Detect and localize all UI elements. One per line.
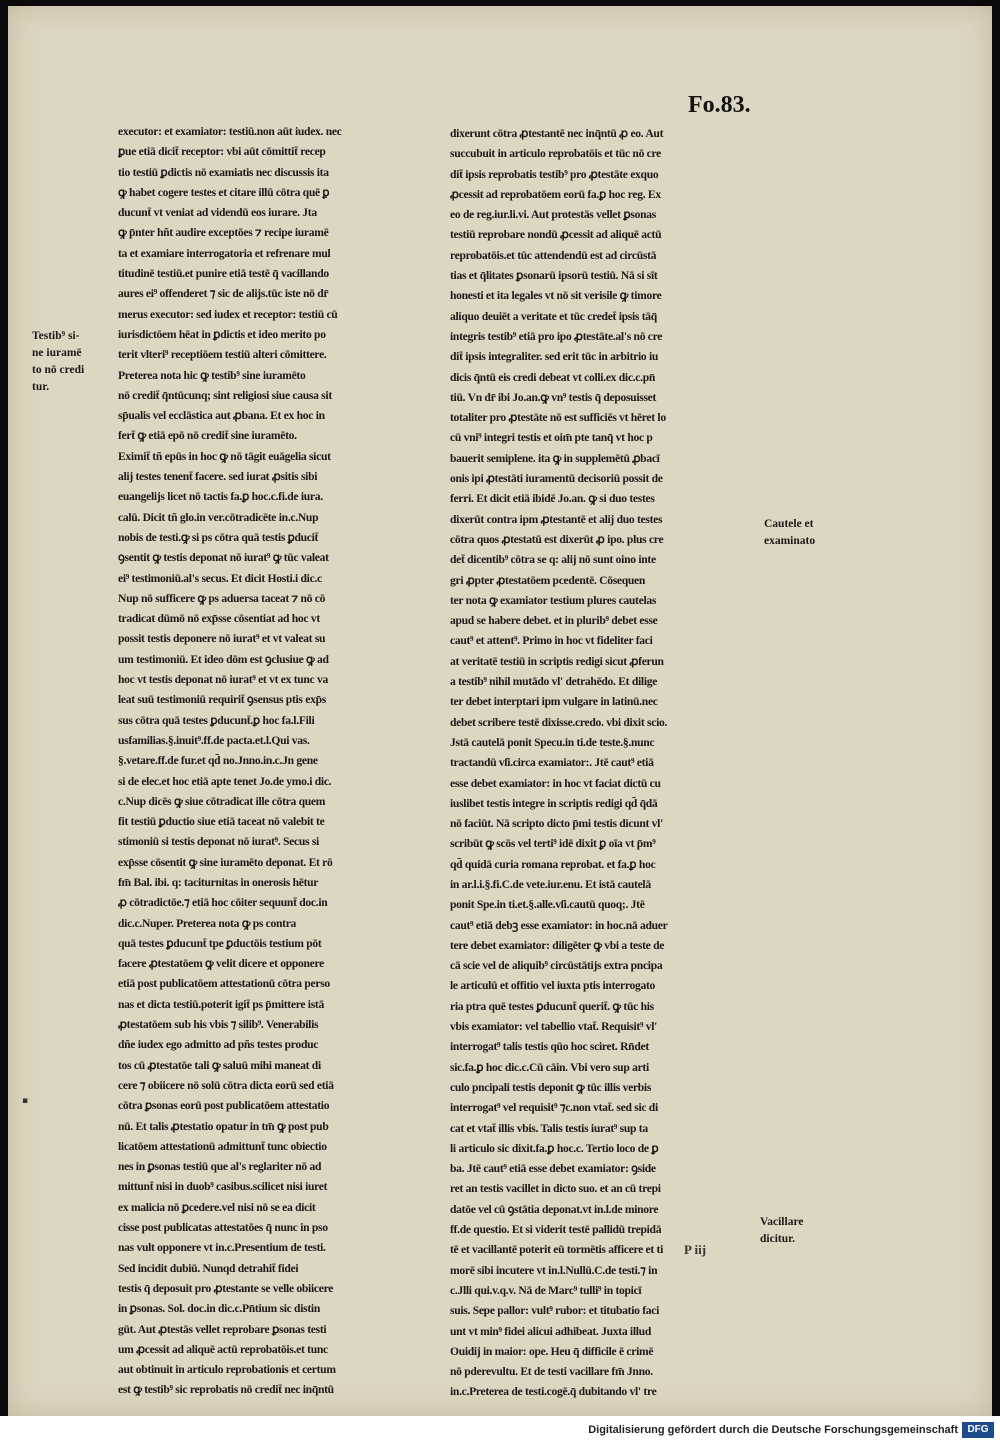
text-line: dit̄ ipsis integraliter. sed erit tūc in arbitrio iu bbox=[450, 350, 659, 364]
text-line: fm̄ Bal. ibi. q: taciturnitas in onerosis hētur bbox=[118, 875, 319, 889]
text-line: calū. Dicit tñ glo.in ver.cōtradicēte in.c.Nup bbox=[118, 510, 319, 524]
text-line: facere ꝓtestatōem ꝙ velit dicere et opponere bbox=[118, 957, 325, 971]
text-line: §.vetare.ff.de fur.et qd̄ no.Jnno.in.c.Jn gene bbox=[118, 754, 318, 768]
text-line: ꝓtestatōem sub his vbis ⁊ silib⁹. Venerabilis bbox=[118, 1018, 319, 1032]
text-line: fert̄ ꝙ etiā epō nō credit̄ sine iuramēto. bbox=[118, 429, 297, 443]
right-text-column bbox=[450, 124, 766, 1403]
text-line: etiā post publicatōem attestationū cōtra perso bbox=[118, 977, 330, 991]
text-line: dit̄ ipsis reprobatis testib⁹ pro ꝓtestāte exquo bbox=[450, 167, 659, 181]
text-line: exp̄sse cōsentit ꝙ sine iuramēto deponat. Et rō bbox=[118, 855, 333, 869]
text-line: bauerit semiplene. ita ꝙ in supplemētū ꝓbacī bbox=[450, 451, 660, 465]
text-line: qd̄ quidā curia romana reprobat. et fa.ꝑ hoc bbox=[450, 857, 656, 871]
text-line: c.Nup dicēs ꝙ siue cōtradicat ille cōtra quem bbox=[118, 794, 326, 808]
text-line: esse debet examiator: in hoc vt faciat dictū cu bbox=[450, 776, 661, 790]
text-line: mittunt̄ nisi in duob⁹ casibus.scilicet nisi iuret bbox=[118, 1180, 328, 1194]
text-line: at veritatē testiū in scriptis redigi sicut ꝓferun bbox=[450, 654, 664, 668]
text-line: eo de reg.iur.li.vi. Aut protestās vellet ꝑsonas bbox=[450, 208, 656, 222]
text-line: testiū reprobare nondū ꝓcessit ad aliquē actū bbox=[450, 228, 662, 242]
text-line: a testib⁹ nihil mutādo vl' detrahēdo. Et dilige bbox=[450, 675, 658, 689]
margin-line: Testib⁹ si- bbox=[32, 330, 80, 342]
text-line: ret an testis vacillet in dicto suo. et an cū trepi bbox=[450, 1182, 661, 1196]
text-line: ba. Jtē caut⁹ etiā esse debet examiator: ꝯside bbox=[450, 1162, 656, 1176]
text-line: dic.c.Nuper. Preterea nota ꝙ ps contra bbox=[118, 916, 297, 930]
digitization-footer bbox=[0, 1416, 1000, 1444]
text-line: ter debet interptari ipm vulgare in latinū.nec bbox=[450, 695, 658, 709]
book-page bbox=[8, 6, 992, 1416]
text-line: interrogat⁹ vel requisit⁹ ⁊c.non vtat̄. sed sic di bbox=[450, 1101, 658, 1115]
text-line: succubuit in articulo reprobatōis et tūc nō cre bbox=[450, 147, 662, 161]
text-line: morē sibi incutere vt in.l.Nullū.C.de testi.⁊ in bbox=[450, 1263, 658, 1277]
margin-note-cautions bbox=[764, 516, 815, 550]
text-line: nō faciūt. Nā scripto dicto p̄mi testis dicunt vl' bbox=[450, 817, 663, 831]
margin-line: Cautele et bbox=[764, 518, 814, 530]
text-line: euangelijs licet nō tactis fa.ꝑ hoc.c.fi.de iura. bbox=[118, 490, 323, 504]
text-line: si de elec.et hoc etiā apte tenet Jo.de ymo.i dic. bbox=[118, 774, 332, 788]
text-line: stimoniū si testis deponat nō iurat⁹. Secus si bbox=[118, 835, 319, 849]
text-line: Jstā cautelā ponit Specu.in ti.de teste.§.nunc bbox=[450, 735, 655, 749]
text-line: cōtra quos ꝓtestatū est dixerūt ꝓ ipo. plus cre bbox=[450, 532, 664, 546]
text-line: nobis de testi.ꝙ si ps cōtra quā testis ꝑducit̄ bbox=[118, 530, 319, 544]
text-line: ferri. Et dicit etiā ibidē Jo.an. ꝙ si duo testes bbox=[450, 492, 655, 506]
margin-note-witnesses bbox=[32, 328, 84, 396]
text-line: ꝑue etiā dicit̄ receptor: vbi aūt cōmittit̄ recep bbox=[118, 145, 326, 159]
text-line: ponit Spe.in ti.et.§.alle.vſi.cautū quoq;. Jtē bbox=[450, 898, 645, 912]
text-line: caut⁹ etiā debꝫ esse examiator: in hoc.nā aduer bbox=[450, 918, 668, 932]
text-line: le articulū et offitio vel iuxta ptis interrogato bbox=[450, 979, 656, 993]
text-line: interrogat⁹ talis testis qūo hoc sciret. Rn̄det bbox=[450, 1040, 649, 1054]
footer-credit: Digitalisierung gefördert durch die Deutsche Forschungsgemeinschaft bbox=[588, 1424, 958, 1436]
text-line: cā scie vel de aliquib⁹ circūstātijs extra pncipa bbox=[450, 959, 663, 973]
margin-line: Vacillare bbox=[760, 1216, 804, 1228]
text-line: totaliter pro ꝓtestāte nō est sufficiēs vt hēret lo bbox=[450, 411, 666, 425]
signature-mark: P iij bbox=[684, 1242, 707, 1257]
folio-number: Fo.83. bbox=[688, 92, 751, 118]
text-line: tos cū ꝓtestatōe tali ꝙ saluū mihi maneat di bbox=[118, 1058, 321, 1072]
text-line: ex malicia nō ꝑcedere.vel nisi nō se ea dicit bbox=[118, 1200, 316, 1214]
text-line: cere ⁊ obiicere nō solū cōtra dicta eorū sed etiā bbox=[118, 1078, 334, 1092]
text-line: aliquo deuiēt a veritate et tūc credet̄ ipsis tāq̄ bbox=[450, 309, 657, 323]
text-line: unt vt min⁹ fidei alicui adhibeat. Juxta illud bbox=[450, 1324, 651, 1338]
text-line: scribūt ꝙ scōs vel terti⁹ idē dixit ꝑ oīa vt p̄m⁹ bbox=[450, 837, 656, 851]
text-line: merus executor: sed iudex et receptor: testiū cū bbox=[118, 307, 338, 321]
text-line: Eximit̄ tñ epūs in hoc ꝙ nō tāgit euāgelia sicut bbox=[118, 449, 331, 463]
text-line: Ouidij in maior: ope. Heu q̄ difficile ē crimē bbox=[450, 1344, 654, 1358]
dfg-logo: DFG bbox=[962, 1422, 994, 1438]
text-line: cisse post publicatas attestatōes q̄ nunc in pso bbox=[118, 1221, 328, 1235]
text-line: Preterea nota hic ꝙ testib⁹ sine iuramēto bbox=[118, 368, 306, 382]
text-line: ria ptra quē testes ꝑducunt̄ querit̄. ꝙ tūc his bbox=[450, 999, 654, 1013]
text-line: ꝙ habet cogere testes et citare illū cōtra quē ꝑ bbox=[118, 185, 330, 199]
text-line: li articulo sic dixit.fa.ꝑ hoc.c. Tertio loco de ꝑ bbox=[450, 1141, 659, 1155]
text-line: dicis q̄ntū eis credi debeat vt colli.ex dic.c.pn̄ bbox=[450, 370, 656, 384]
text-line: in ꝑsonas. Sol. doc.in dic.c.Pn̄tium sic distin bbox=[118, 1302, 320, 1316]
text-line: gūt. Aut ꝓtestās vellet reprobare ꝑsonas testi bbox=[118, 1322, 327, 1336]
margin-line: to nō credi bbox=[32, 364, 85, 376]
text-line: um ꝓcessit ad aliquē actū reprobatōis.et tunc bbox=[118, 1342, 328, 1356]
margin-line: dicitur. bbox=[760, 1233, 796, 1245]
text-line: honesti et ita legales vt nō sit verisile ꝙ timore bbox=[450, 289, 662, 303]
text-line: in.c.Preterea de testi.cogē.q̄ dubitando vl' tre bbox=[450, 1385, 657, 1399]
text-line: ꝓ cōtradictōe.⁊ etiā hoc cōiter sequunt̄ doc.in bbox=[118, 896, 328, 910]
text-line: executor: et examiator: testiū.non aūt iudex. nec bbox=[118, 125, 342, 138]
text-line: sus cōtra quā testes ꝑducunt̄.ꝑ hoc fa.l.Fili bbox=[118, 713, 315, 727]
text-line: licatōem attestationū admittunt̄ tunc obiectio bbox=[118, 1139, 327, 1153]
text-line: tiū. Vn dr̄ ibi Jo.an.ꝙ vn⁹ testis q̄ deposuisset bbox=[450, 390, 657, 404]
text-line: um testimoniū. Et ideo dōm est ꝯclusiue ꝙ ad bbox=[118, 652, 329, 666]
text-line: sp̄ualis vel ecclāstica aut ꝓbana. Et ex hoc in bbox=[118, 409, 325, 423]
text-line: tere debet examiator: diligēter ꝙ vbi a teste de bbox=[450, 938, 665, 952]
text-line: c.Jlli qui.v.q.v. Nā de Marc⁹ tulli⁹ in topicī bbox=[450, 1283, 642, 1297]
text-line: datōe vel cū ꝯstātia deponat.vt in.l.de minore bbox=[450, 1202, 659, 1216]
text-line: dñe iudex ego admitto ad pñs testes produc bbox=[118, 1038, 319, 1052]
text-line: iurisdictōem hēat in ꝑdictis et ideo merito po bbox=[118, 327, 326, 341]
text-line: culo pncipali testis deponit ꝙ tūc illis verbis bbox=[450, 1080, 652, 1094]
text-line: titudinē testiū.et punire etiā testē q̄ vacillando bbox=[118, 267, 329, 281]
text-line: cat et vtat̄ illis vbis. Talis testis iurat⁹ sup ta bbox=[450, 1121, 648, 1135]
text-line: ꝙ p̄nter hñt audire exceptōes ⁊ recipe iuramē bbox=[118, 226, 329, 240]
text-line: in ar.l.i.§.fi.C.de vete.iur.enu. Et istā cautelā bbox=[450, 877, 651, 891]
text-line: est ꝙ testib⁹ sic reprobatis nō credit̄ nec inq̄ntū bbox=[118, 1383, 334, 1397]
text-line: hoc vt testis deponat nō iurat⁹ et vt ex tunc va bbox=[118, 673, 328, 687]
text-line: Nup nō sufficere ꝙ ps aduersa taceat ⁊ nō cō bbox=[118, 591, 326, 605]
text-line: aut obtinuit in articulo reprobationis et certum bbox=[118, 1363, 336, 1377]
text-line: testis q̄ deposuit pro ꝓtestante se velle obiicere bbox=[118, 1281, 334, 1295]
text-line: dixerūt contra ipm ꝓtestantē et alij duo testes bbox=[450, 512, 663, 526]
text-line: quā testes ꝑducunt̄ tpe ꝑductōis testium pōt bbox=[118, 936, 322, 950]
text-line: nō pderevultu. Et de testi vacillare fm̄ Jnno. bbox=[450, 1365, 653, 1379]
margin-line: ne iuramē bbox=[32, 347, 82, 359]
text-line: cōtra ꝑsonas eorū post publicatōem attestatio bbox=[118, 1099, 330, 1113]
text-line: integris testib⁹ etiā pro ipo ꝓtestāte.al's nō cre bbox=[450, 329, 663, 343]
text-line: nas et dicta testiū.poterit igit̄ ps p̄mittere istā bbox=[118, 997, 324, 1011]
margin-line: examinato bbox=[764, 535, 816, 547]
margin-line: tur. bbox=[32, 381, 50, 393]
text-line: nū. Et talis ꝓtestatio opatur in tm̄ ꝙ post pub bbox=[118, 1119, 329, 1133]
text-line: tias et q̄litates ꝑsonarū ipsorū testiū. Nā si sīt bbox=[450, 269, 658, 283]
text-line: ꝯsentit ꝙ testis deponat nō iurat⁹ ꝙ tūc valeat bbox=[118, 551, 329, 565]
left-text-column bbox=[118, 122, 436, 1401]
text-line: nō credit̄ q̄ntūcunq; sint religiosi siue causa sit bbox=[118, 388, 332, 402]
text-line: det̄ dicentib⁹ cōtra se q: alij nō sunt oino inte bbox=[450, 553, 656, 567]
text-line: aures ei⁹ offenderet ⁊ sic de alijs.tūc iste nō dr̄ bbox=[118, 287, 329, 301]
ink-speck: ▪ bbox=[22, 1096, 29, 1106]
text-line: apud se habere debet. et in plurib⁹ debet esse bbox=[450, 614, 658, 628]
text-line: cū vni⁹ integri testis et oim̄ pte tanq̄ vt hoc p bbox=[450, 431, 653, 445]
text-line: ter nota ꝙ examiator testium plures cautelas bbox=[450, 593, 657, 607]
text-line: onis ipi ꝓtestāti iuramentū decisoriū possit de bbox=[450, 472, 663, 486]
text-line: nas vult opponere vt in.c.Presentium de testi. bbox=[118, 1241, 326, 1255]
text-line: debet scribere testē dixisse.credo. vbi dixit scio. bbox=[450, 715, 668, 729]
text-line: fit testiū ꝑductio siue etiā taceat nō valebit te bbox=[118, 815, 325, 829]
text-line: terit vlteri⁹ receptiōem testiū alteri cōmittere. bbox=[118, 348, 327, 362]
text-line: Sed incidit dubiū. Nunqd detrahit̄ fidei bbox=[118, 1261, 299, 1275]
text-line: nes in ꝑsonas testiū que al's reglariter nō ad bbox=[118, 1160, 322, 1174]
text-line: tē et vacillantē poterit eū tormētis afficere et ti bbox=[450, 1243, 664, 1257]
text-line: tractandū vſi.circa examiator:. Jtē caut⁹ etiā bbox=[450, 756, 654, 770]
text-line: vbis examiator: vel tabellio vtat̄. Requisit⁹ vl' bbox=[450, 1020, 658, 1034]
text-line: possit testis deponere nō iurat⁹ et vt valeat su bbox=[118, 632, 326, 646]
text-line: tio testiū ꝑdictis nō examiatis nec discussis ita bbox=[118, 165, 329, 179]
text-line: ei⁹ testimoniū.al's secus. Et dicit Hosti.i dic.c bbox=[118, 571, 322, 585]
text-line: sic.fa.ꝑ hoc dic.c.Cū cāin. Vbi vero sup arti bbox=[450, 1060, 649, 1074]
margin-note-vacillating bbox=[760, 1214, 803, 1248]
text-line: caut⁹ et attent⁹. Primo in hoc vt fideliter faci bbox=[450, 634, 653, 648]
text-line: ꝓcessit ad reprobatōem eorū fa.ꝑ hoc reg. Ex bbox=[450, 187, 661, 201]
text-line: alij testes tenent̄ facere. sed iurat ꝓsitis sibi bbox=[118, 470, 318, 484]
text-line: ta et examiare interrogatoria et refrenare mul bbox=[118, 246, 331, 260]
text-line: leat suū testimoniū requirit̄ ꝯsensus ptis exp̄s bbox=[118, 693, 326, 707]
text-line: reprobatōis.et tūc attendendū est ad circūstā bbox=[450, 248, 657, 262]
text-line: iuslibet testis integre in scriptis redigi qd̄ q̄dā bbox=[450, 796, 658, 810]
text-line: dixerunt cōtra ꝓtestantē nec inq̄ntū ꝓ eo. Aut bbox=[450, 127, 664, 140]
text-line: suis. Sepe pallor: vult⁹ rubor: et titubatio faci bbox=[450, 1304, 660, 1318]
text-line: ff.de questio. Et si viderit testē pallidū trepidā bbox=[450, 1223, 662, 1237]
text-line: usfamilias.§.inuit⁹.ff.de pacta.et.l.Qui vas. bbox=[118, 733, 310, 747]
text-line: gri ꝓpter ꝓtestatōem pcedentē. Cōsequen bbox=[450, 573, 646, 587]
text-line: ducunt̄ vt veniat ad videndū eos iurare. Jta bbox=[118, 206, 317, 220]
text-line: tradicat dūmō nō exp̄sse cōsentiat ad hoc vt bbox=[118, 612, 320, 626]
